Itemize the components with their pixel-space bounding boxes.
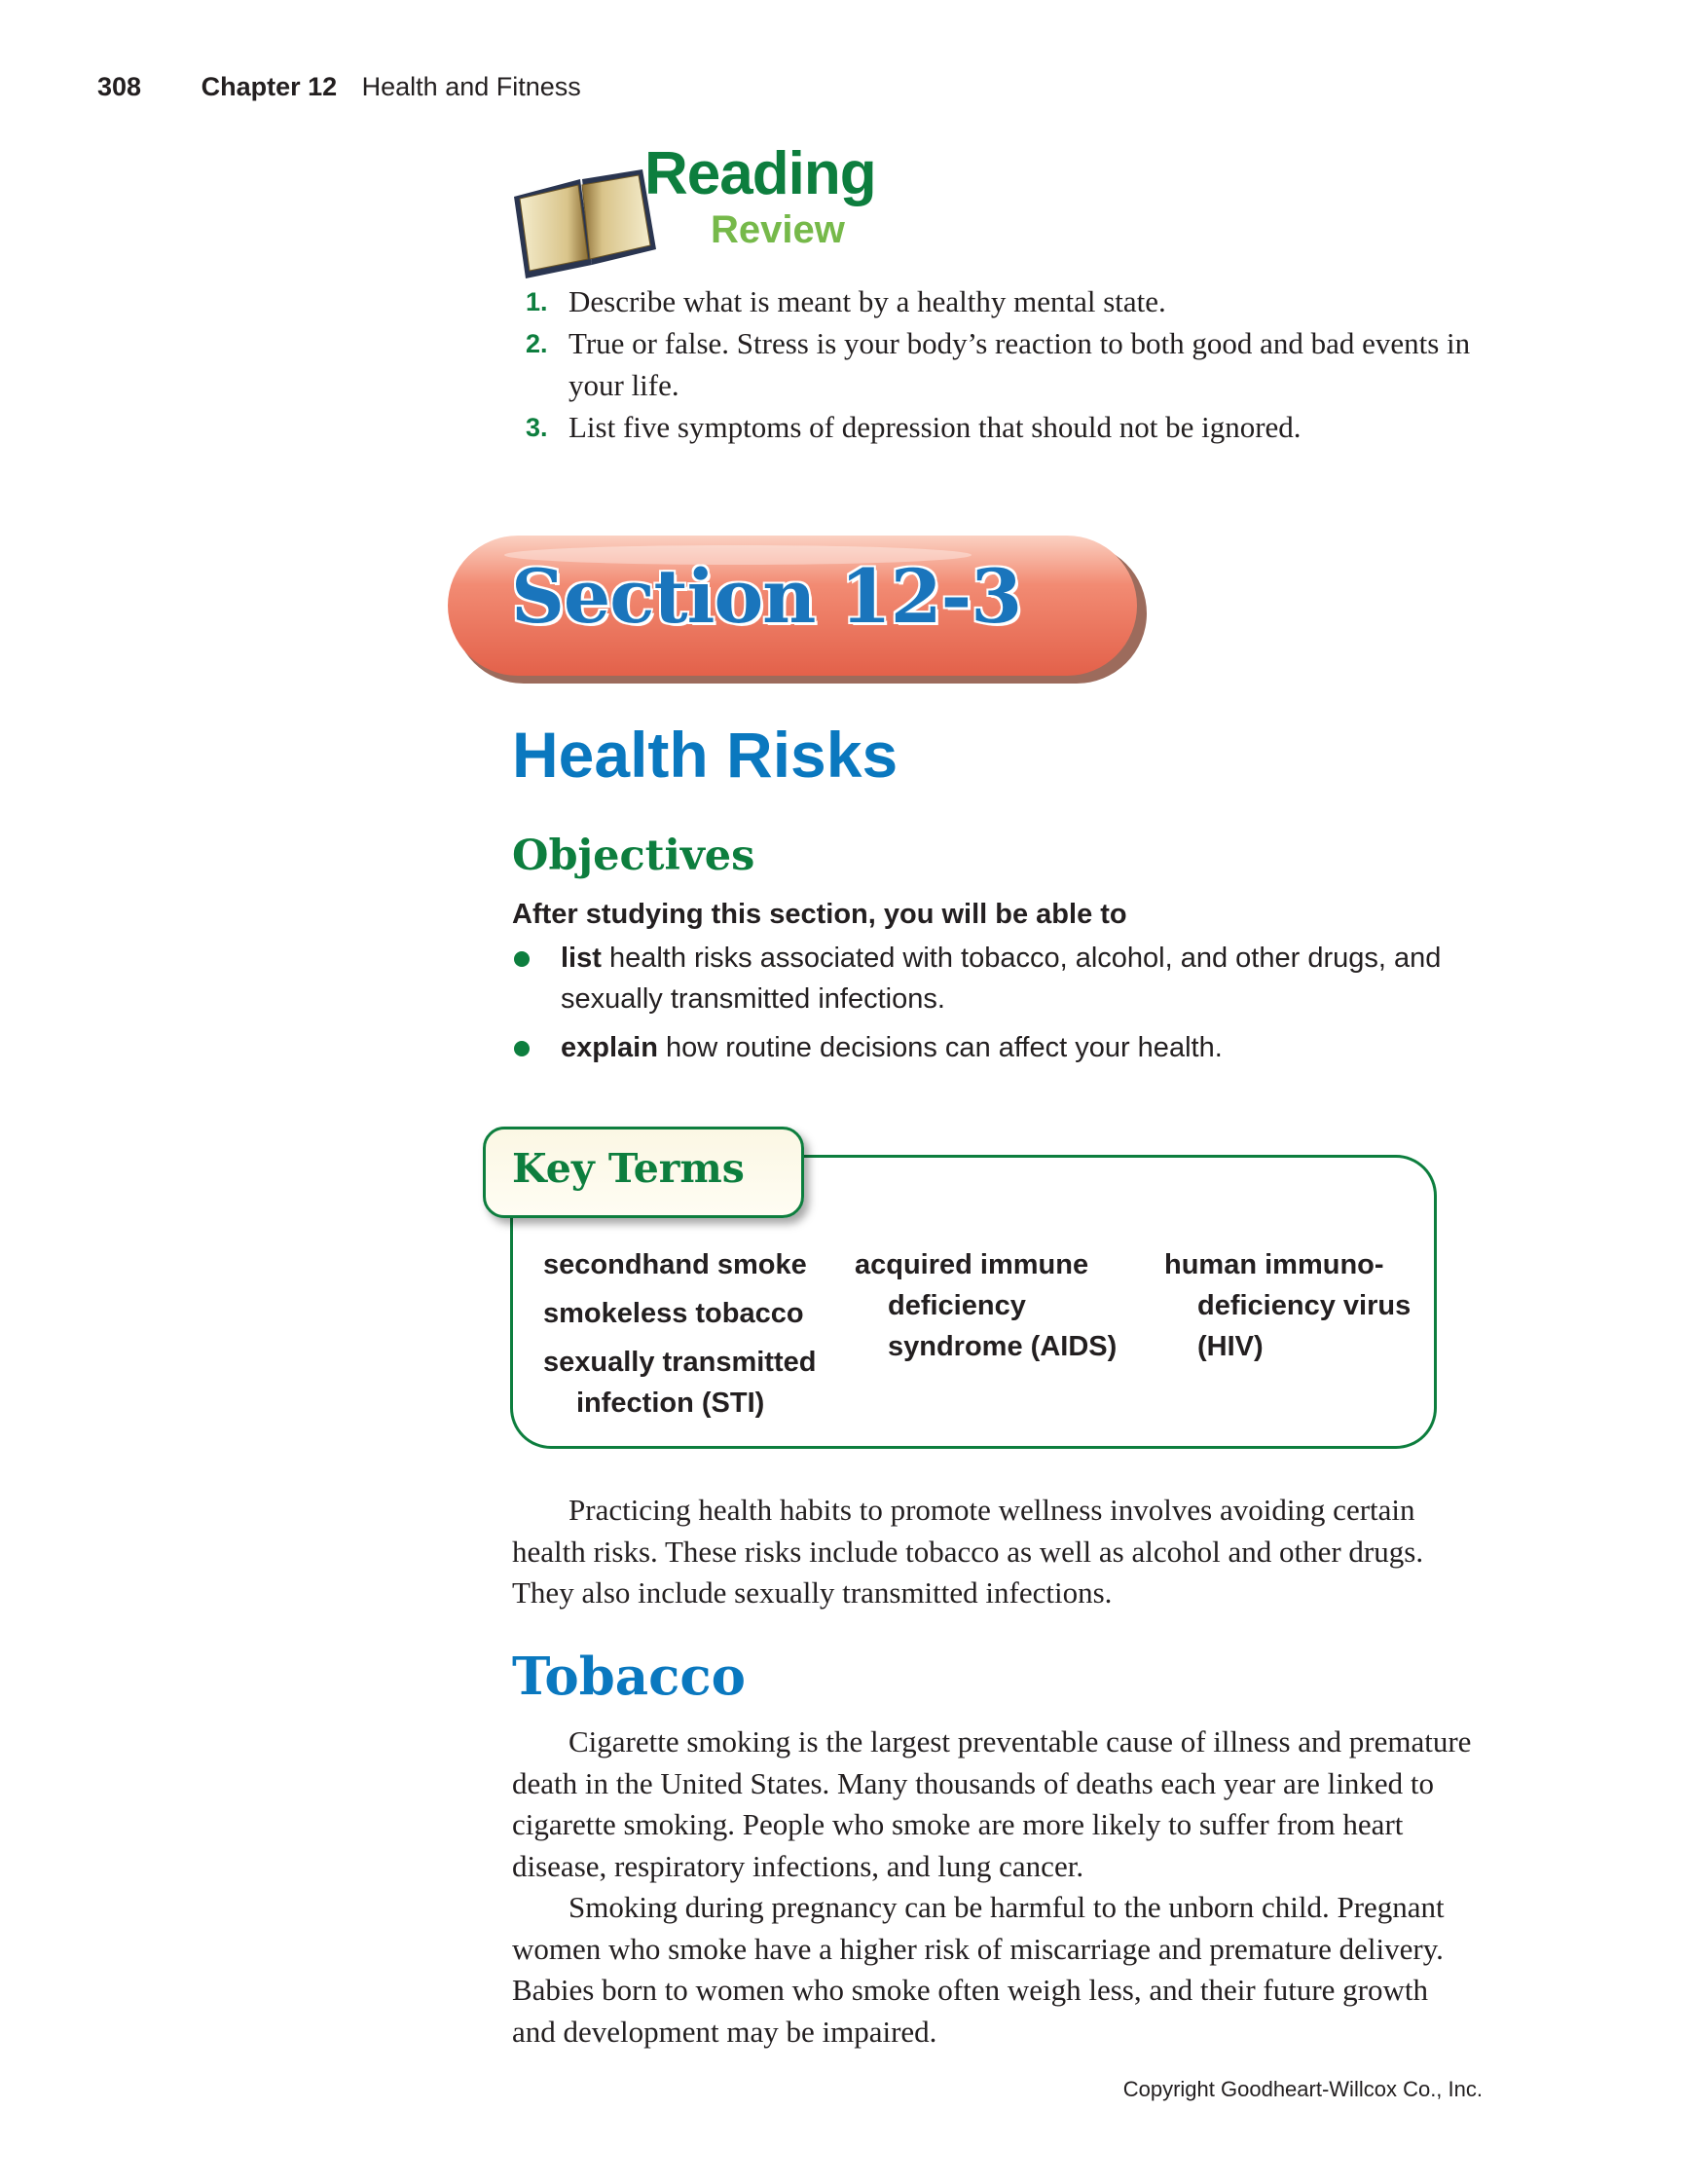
objectives-list bbox=[512, 938, 1485, 1076]
objectives-lead: After studying this section, you will be able to bbox=[512, 899, 1127, 930]
chapter-title: Health and Fitness bbox=[361, 72, 581, 101]
reading-review-questions bbox=[526, 280, 1480, 448]
key-term-text: smokeless tobacco bbox=[543, 1298, 804, 1329]
objective-text: health risks associated with tobacco, alcohol, and other drugs, and sexually transmitted infections. bbox=[561, 943, 1442, 1015]
reading-review-subtitle: Review bbox=[711, 208, 845, 251]
body-paragraph: Cigarette smoking is the largest preventable cause of illness and premature death in the United States. Many thousands of deaths each year are linked to cigarette smoking. People who smoke are more likely to suffer from heart disease, respiratory infections, and lung cancer. bbox=[512, 1724, 1472, 1883]
objective-item bbox=[512, 1027, 1485, 1068]
key-terms-heading: Key Terms bbox=[512, 1145, 745, 1192]
key-term bbox=[855, 1244, 1162, 1367]
tobacco-body bbox=[512, 1721, 1476, 2053]
question-number: 2. bbox=[526, 329, 548, 358]
question-text: List five symptoms of depression that should not be ignored. bbox=[568, 410, 1302, 444]
bullet-icon bbox=[514, 951, 530, 967]
key-term-text: secondhand smoke bbox=[543, 1249, 807, 1280]
question-item bbox=[526, 280, 1480, 322]
key-term bbox=[1164, 1244, 1447, 1367]
objective-item bbox=[512, 938, 1485, 1019]
key-term-continuation: deficiency virus (HIV) bbox=[1197, 1290, 1412, 1362]
bullet-icon bbox=[514, 1041, 530, 1056]
objective-keyword: list bbox=[561, 943, 602, 974]
key-term bbox=[543, 1342, 845, 1424]
key-term-text: sexually transmitted bbox=[543, 1347, 817, 1378]
copyright-notice: Copyright Goodheart-Willcox Co., Inc. bbox=[1122, 2077, 1483, 2101]
section-label: Section 12-3 bbox=[511, 553, 1022, 640]
chapter-number: Chapter 12 bbox=[201, 72, 338, 101]
objective-keyword: explain bbox=[561, 1032, 658, 1063]
key-terms-column bbox=[855, 1244, 1162, 1375]
question-item bbox=[526, 406, 1480, 448]
key-term-text: human immuno- bbox=[1164, 1249, 1384, 1280]
question-number: 3. bbox=[526, 413, 548, 442]
question-text: True or false. Stress is your body’s reaction to both good and bad events in your life. bbox=[568, 326, 1471, 402]
tobacco-heading: Tobacco bbox=[512, 1647, 747, 1707]
body-paragraph: Smoking during pregnancy can be harmful to the unborn child. Pregnant women who smoke have a higher risk of miscarriage and premature delivery. Babies born to women who smoke often weigh less, and their future growth and development may be impaired. bbox=[512, 1890, 1445, 2049]
reading-review-title: Reading bbox=[644, 140, 876, 207]
objectives-heading: Objectives bbox=[512, 832, 755, 880]
key-term-continuation: infection (STI) bbox=[576, 1388, 765, 1419]
intro-paragraph: Practicing health habits to promote wellness involves avoiding certain health risks. These risks include tobacco as well as alcohol and other drugs. They also include sexually transmitted infections. bbox=[512, 1493, 1424, 1610]
key-term-continuation: deficiency syndrome (AIDS) bbox=[888, 1290, 1118, 1362]
key-terms-column bbox=[1164, 1244, 1447, 1375]
objective-text: how routine decisions can affect your health. bbox=[657, 1032, 1223, 1063]
running-header bbox=[97, 72, 581, 102]
question-text: Describe what is meant by a healthy mental state. bbox=[568, 284, 1166, 318]
question-number: 1. bbox=[526, 287, 548, 316]
key-term bbox=[543, 1244, 845, 1285]
section-title: Health Risks bbox=[512, 719, 899, 791]
key-term-text: acquired immune bbox=[855, 1249, 1089, 1280]
key-terms-column bbox=[543, 1244, 845, 1431]
question-item bbox=[526, 322, 1480, 406]
page-number: 308 bbox=[97, 72, 142, 101]
open-book-icon bbox=[506, 166, 662, 282]
key-term bbox=[543, 1293, 845, 1334]
intro-paragraph-block bbox=[512, 1490, 1476, 1614]
